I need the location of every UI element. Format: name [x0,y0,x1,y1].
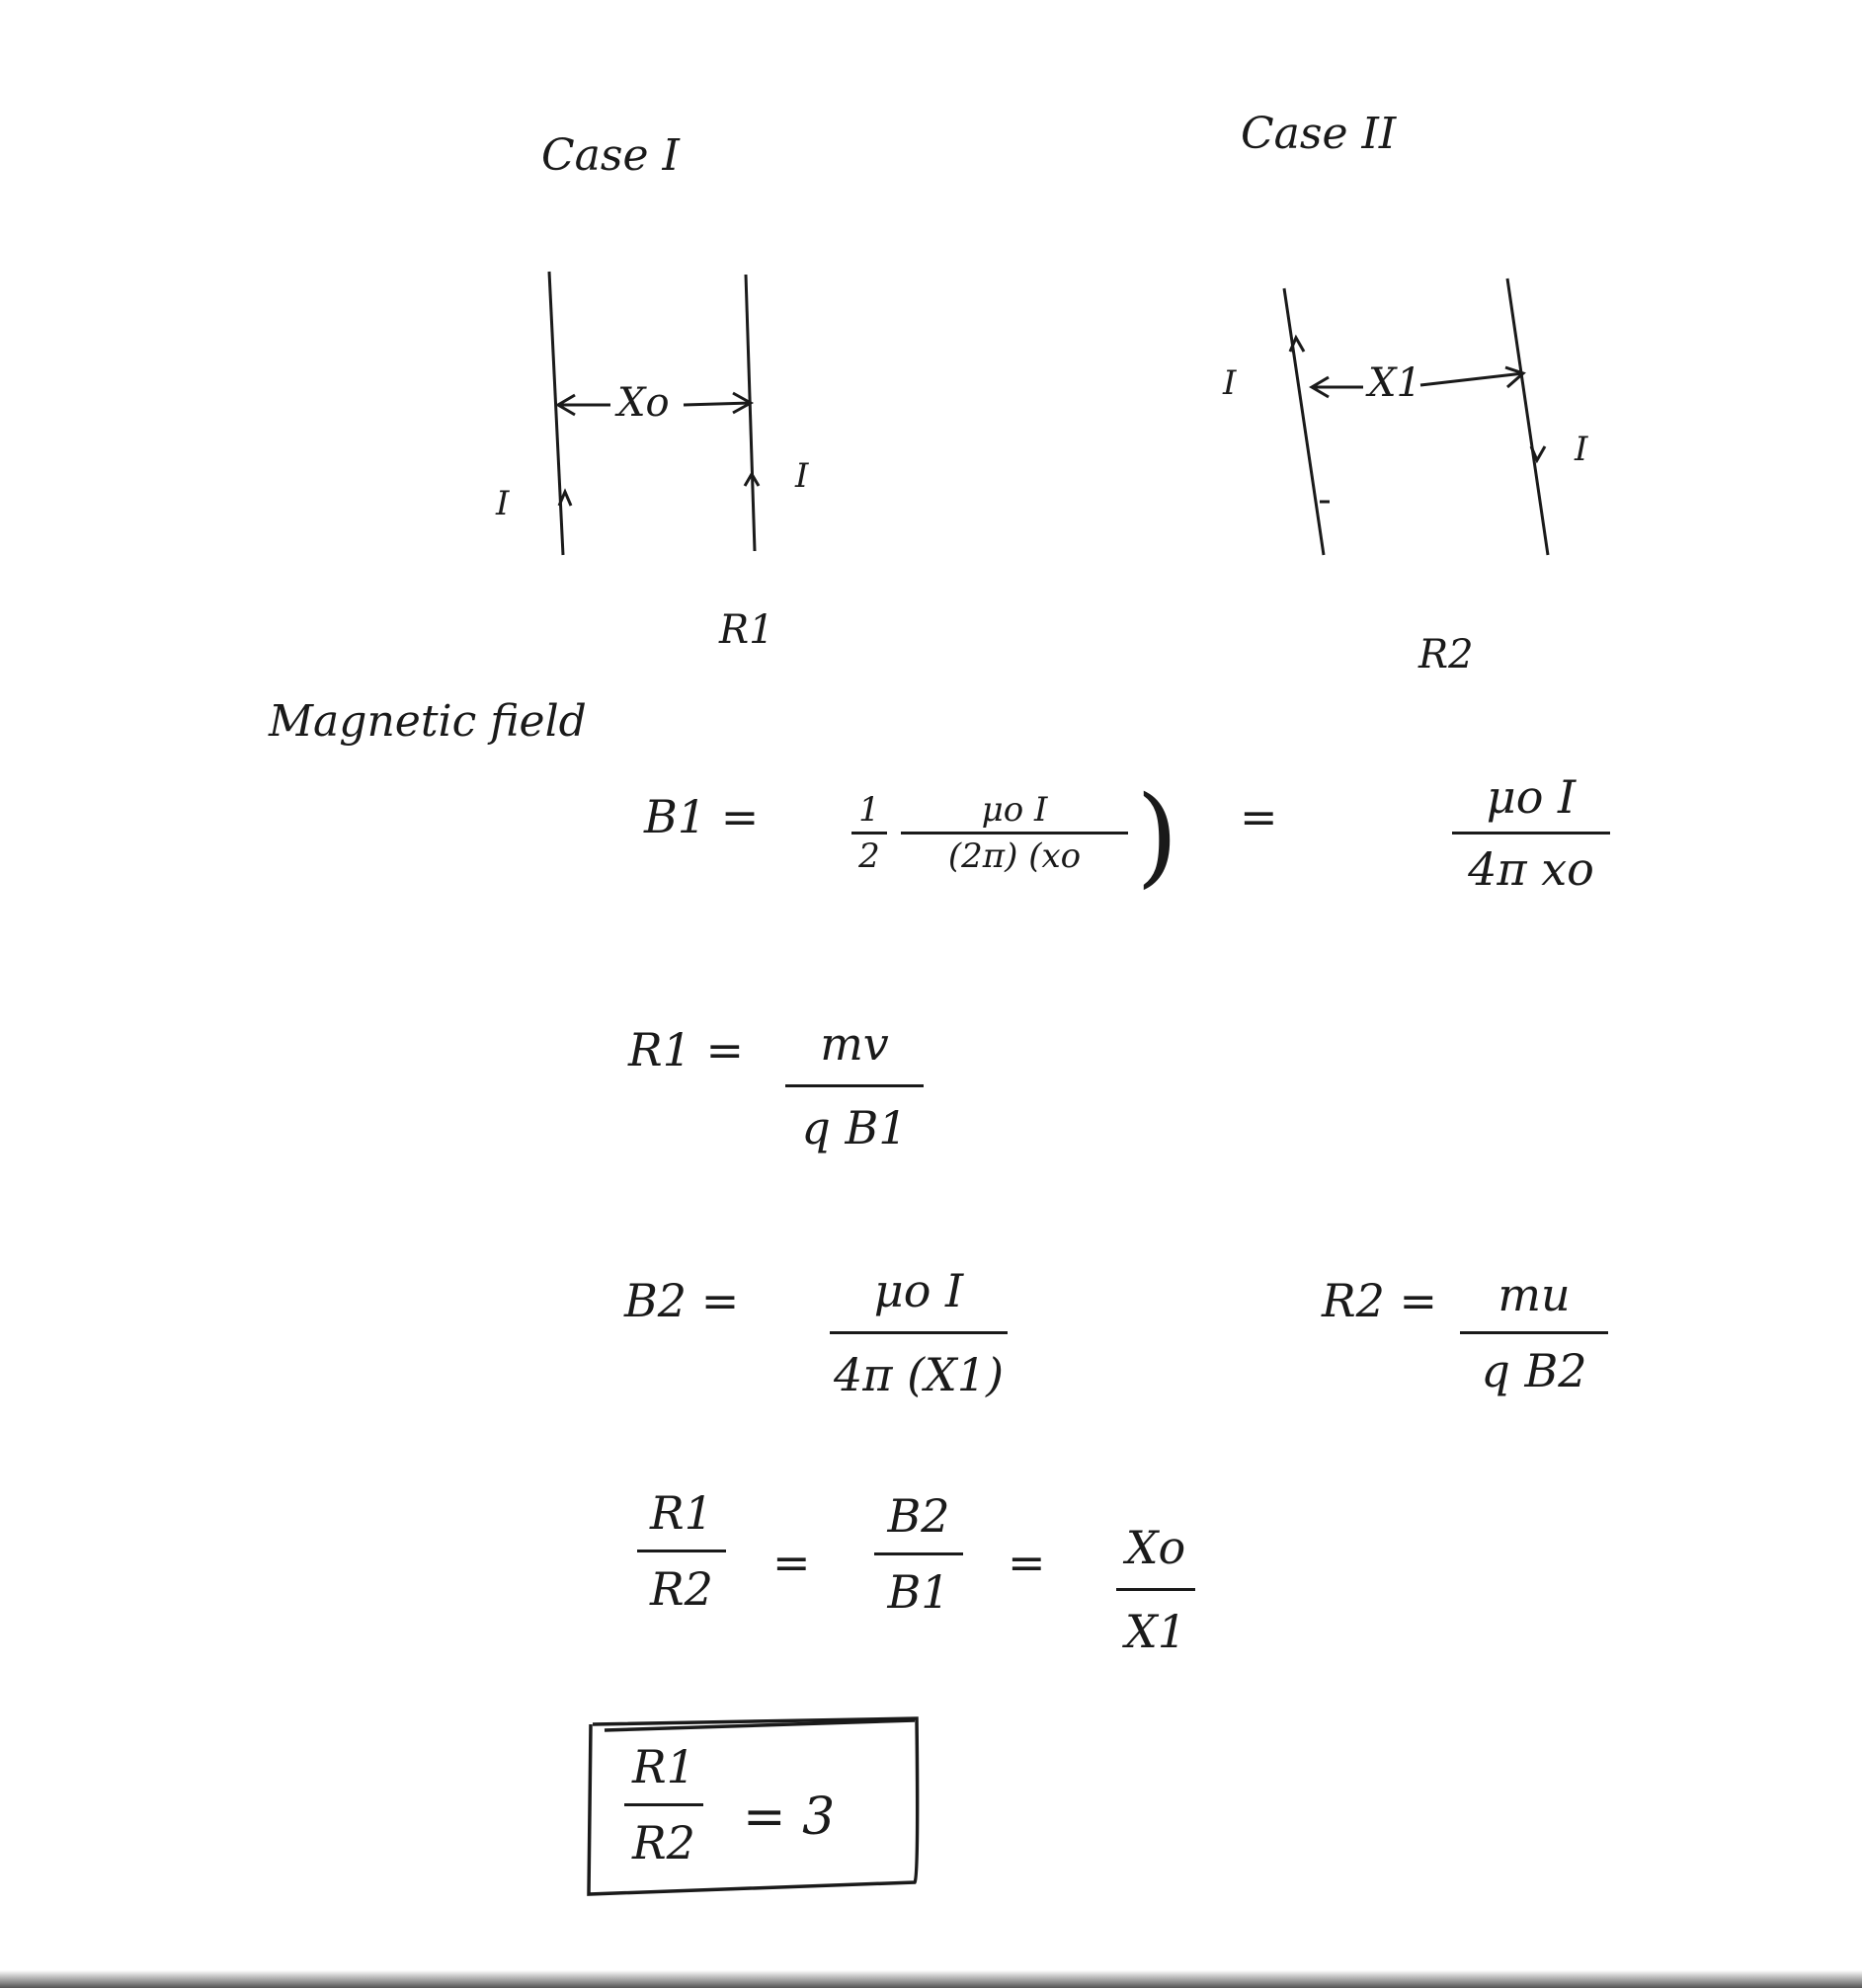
answer-value: = 3 [743,1788,836,1847]
ratio-x-num: Xo [1125,1521,1186,1574]
b1-half-den: 2 [858,836,880,876]
answer-fraction [624,1740,703,1869]
case1-right-wire [746,275,755,551]
case2-right-current-label: I [1575,430,1588,469]
case2-left-wire [1284,288,1324,555]
ratio-equals-2: = [1008,1536,1046,1589]
b1-mid-num: μo I [981,790,1048,830]
b2-den: 4π (X1) [833,1348,1005,1401]
b2-fraction [830,1264,1008,1401]
case2-distance-arrow-right [1420,373,1523,385]
case2-distance-label: X1 [1368,360,1421,406]
r1-lhs: R1 = [628,1023,745,1076]
b1-result-num: μo I [1486,770,1577,824]
case1-title: Case I [541,130,680,181]
case1-distance-arrow-right [684,403,751,405]
ratio-r-num: R1 [650,1486,713,1540]
b1-half-num: 1 [858,790,880,830]
case2-right-wire [1507,278,1548,555]
case1-distance-label: Xo [617,380,670,426]
case1-radius-label: R1 [719,607,774,653]
r1-num: mv [820,1017,889,1071]
r1-fraction [785,1017,924,1154]
b1-close-paren: ) [1136,772,1178,899]
b2-num: μo I [873,1264,964,1317]
b1-mid-den: (2π) (xo [947,836,1082,876]
case1-left-current-label: I [496,484,510,523]
r1-den: q B1 [801,1101,908,1154]
r2-num: mu [1498,1268,1571,1321]
ratio-x-den: X1 [1124,1605,1186,1658]
b1-mid-fraction [901,790,1128,876]
ratio-r-den: R2 [650,1562,713,1616]
case2-title: Case II [1241,109,1397,159]
ratio-b-num: B2 [887,1489,950,1543]
b1-half-fraction [851,790,887,876]
section-title: Magnetic field [269,696,587,747]
r2-fraction [1460,1268,1608,1397]
case2-left-current-label: I [1223,363,1237,403]
b2-lhs: B2 = [624,1274,740,1327]
case1-left-wire [549,272,563,555]
ratio-r-fraction [637,1486,726,1616]
r2-lhs: R2 = [1322,1274,1438,1327]
case1-right-current-label: I [795,456,809,496]
ratio-b-fraction [874,1489,963,1619]
ratio-x-fraction [1116,1521,1195,1658]
case2-radius-label: R2 [1418,632,1474,677]
b1-result-den: 4π xo [1468,842,1594,896]
case2-diagram [1284,278,1548,555]
b1-result-fraction [1452,770,1610,896]
b1-lhs: B1 = [644,790,760,843]
ratio-b-den: B1 [887,1565,950,1619]
page-edge-shadow [0,1970,1862,1988]
answer-num: R1 [632,1740,695,1793]
b1-equals: = [1240,790,1278,843]
ratio-equals-1: = [772,1536,811,1589]
r2-den: q B2 [1481,1344,1587,1397]
answer-den: R2 [632,1816,695,1869]
